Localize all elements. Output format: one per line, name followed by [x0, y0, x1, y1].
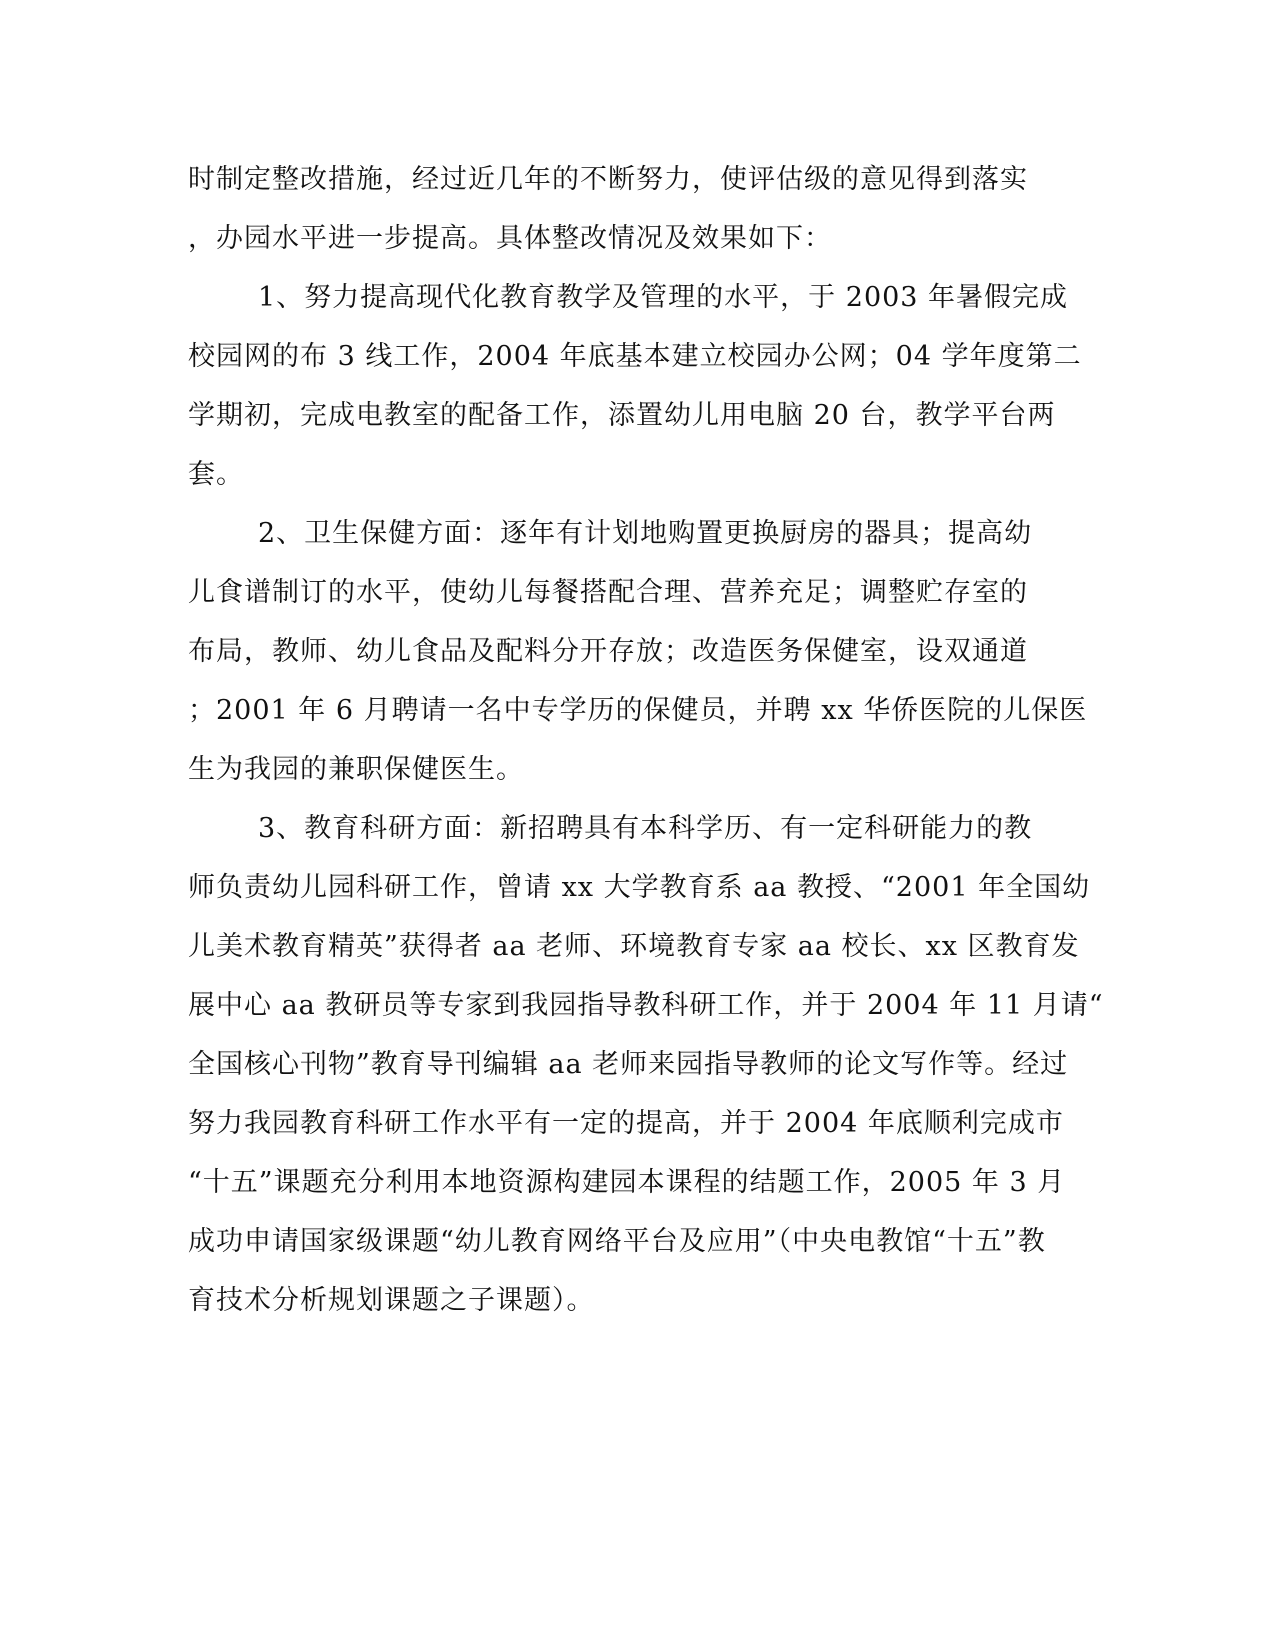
paragraph-2-line-5: 生为我园的兼职保健医生。: [188, 754, 524, 785]
paragraph-3-line-6: 努力我园教育科研工作水平有一定的提高，并于 2004 年底顺利完成市: [188, 1108, 1064, 1139]
paragraph-3-line-3: 儿美术教育精英”获得者 aa 老师、环境教育专家 aa 校长、xx 区教育发: [188, 931, 1080, 962]
paragraph-3-line-8: 成功申请国家级课题“幼儿教育网络平台及应用”（中央电教馆“十五”教: [188, 1226, 1046, 1257]
paragraph-3-line-4: 展中心 aa 教研员等专家到我园指导教科研工作，并于 2004 年 11 月请“: [188, 990, 1104, 1021]
paragraph-3-line-2: 师负责幼儿园科研工作，曾请 xx 大学教育系 aa 教授、“2001 年全国幼: [188, 872, 1091, 903]
paragraph-3-line-1: 3、教育科研方面：新招聘具有本科学历、有一定科研能力的教: [258, 813, 1033, 844]
paragraph-1-line-4: 套。: [188, 459, 244, 490]
paragraph-1-line-1: 1、努力提高现代化教育教学及管理的水平，于 2003 年暑假完成: [258, 282, 1069, 313]
paragraph-2-line-4: ；2001 年 6 月聘请一名中专学历的保健员，并聘 xx 华侨医院的儿保医: [188, 695, 1088, 726]
paragraph-3-line-5: 全国核心刊物”教育导刊编辑 aa 老师来园指导教师的论文写作等。经过: [188, 1049, 1069, 1080]
paragraph-3-line-7: “十五”课题充分利用本地资源构建园本课程的结题工作，2005 年 3 月: [188, 1167, 1066, 1198]
paragraph-1-line-3: 学期初，完成电教室的配备工作，添置幼儿用电脑 20 台，教学平台两: [188, 400, 1056, 431]
paragraph-1-line-2: 校园网的布 3 线工作，2004 年底基本建立校园办公网；04 学年度第二: [188, 341, 1082, 372]
paragraph-3-line-9: 育技术分析规划课题之子课题）。: [188, 1285, 595, 1316]
paragraph-0-line-1: 时制定整改措施，经过近几年的不断努力，使评估级的意见得到落实: [188, 164, 1028, 195]
paragraph-0-line-2: ，办园水平进一步提高。具体整改情况及效果如下：: [188, 223, 832, 254]
paragraph-2-line-3: 布局，教师、幼儿食品及配料分开存放；改造医务保健室，设双通道: [188, 636, 1028, 667]
paragraph-2-line-2: 儿食谱制订的水平，使幼儿每餐搭配合理、营养充足；调整贮存室的: [188, 577, 1028, 608]
paragraph-2-line-1: 2、卫生保健方面：逐年有计划地购置更换厨房的器具；提高幼: [258, 518, 1033, 549]
